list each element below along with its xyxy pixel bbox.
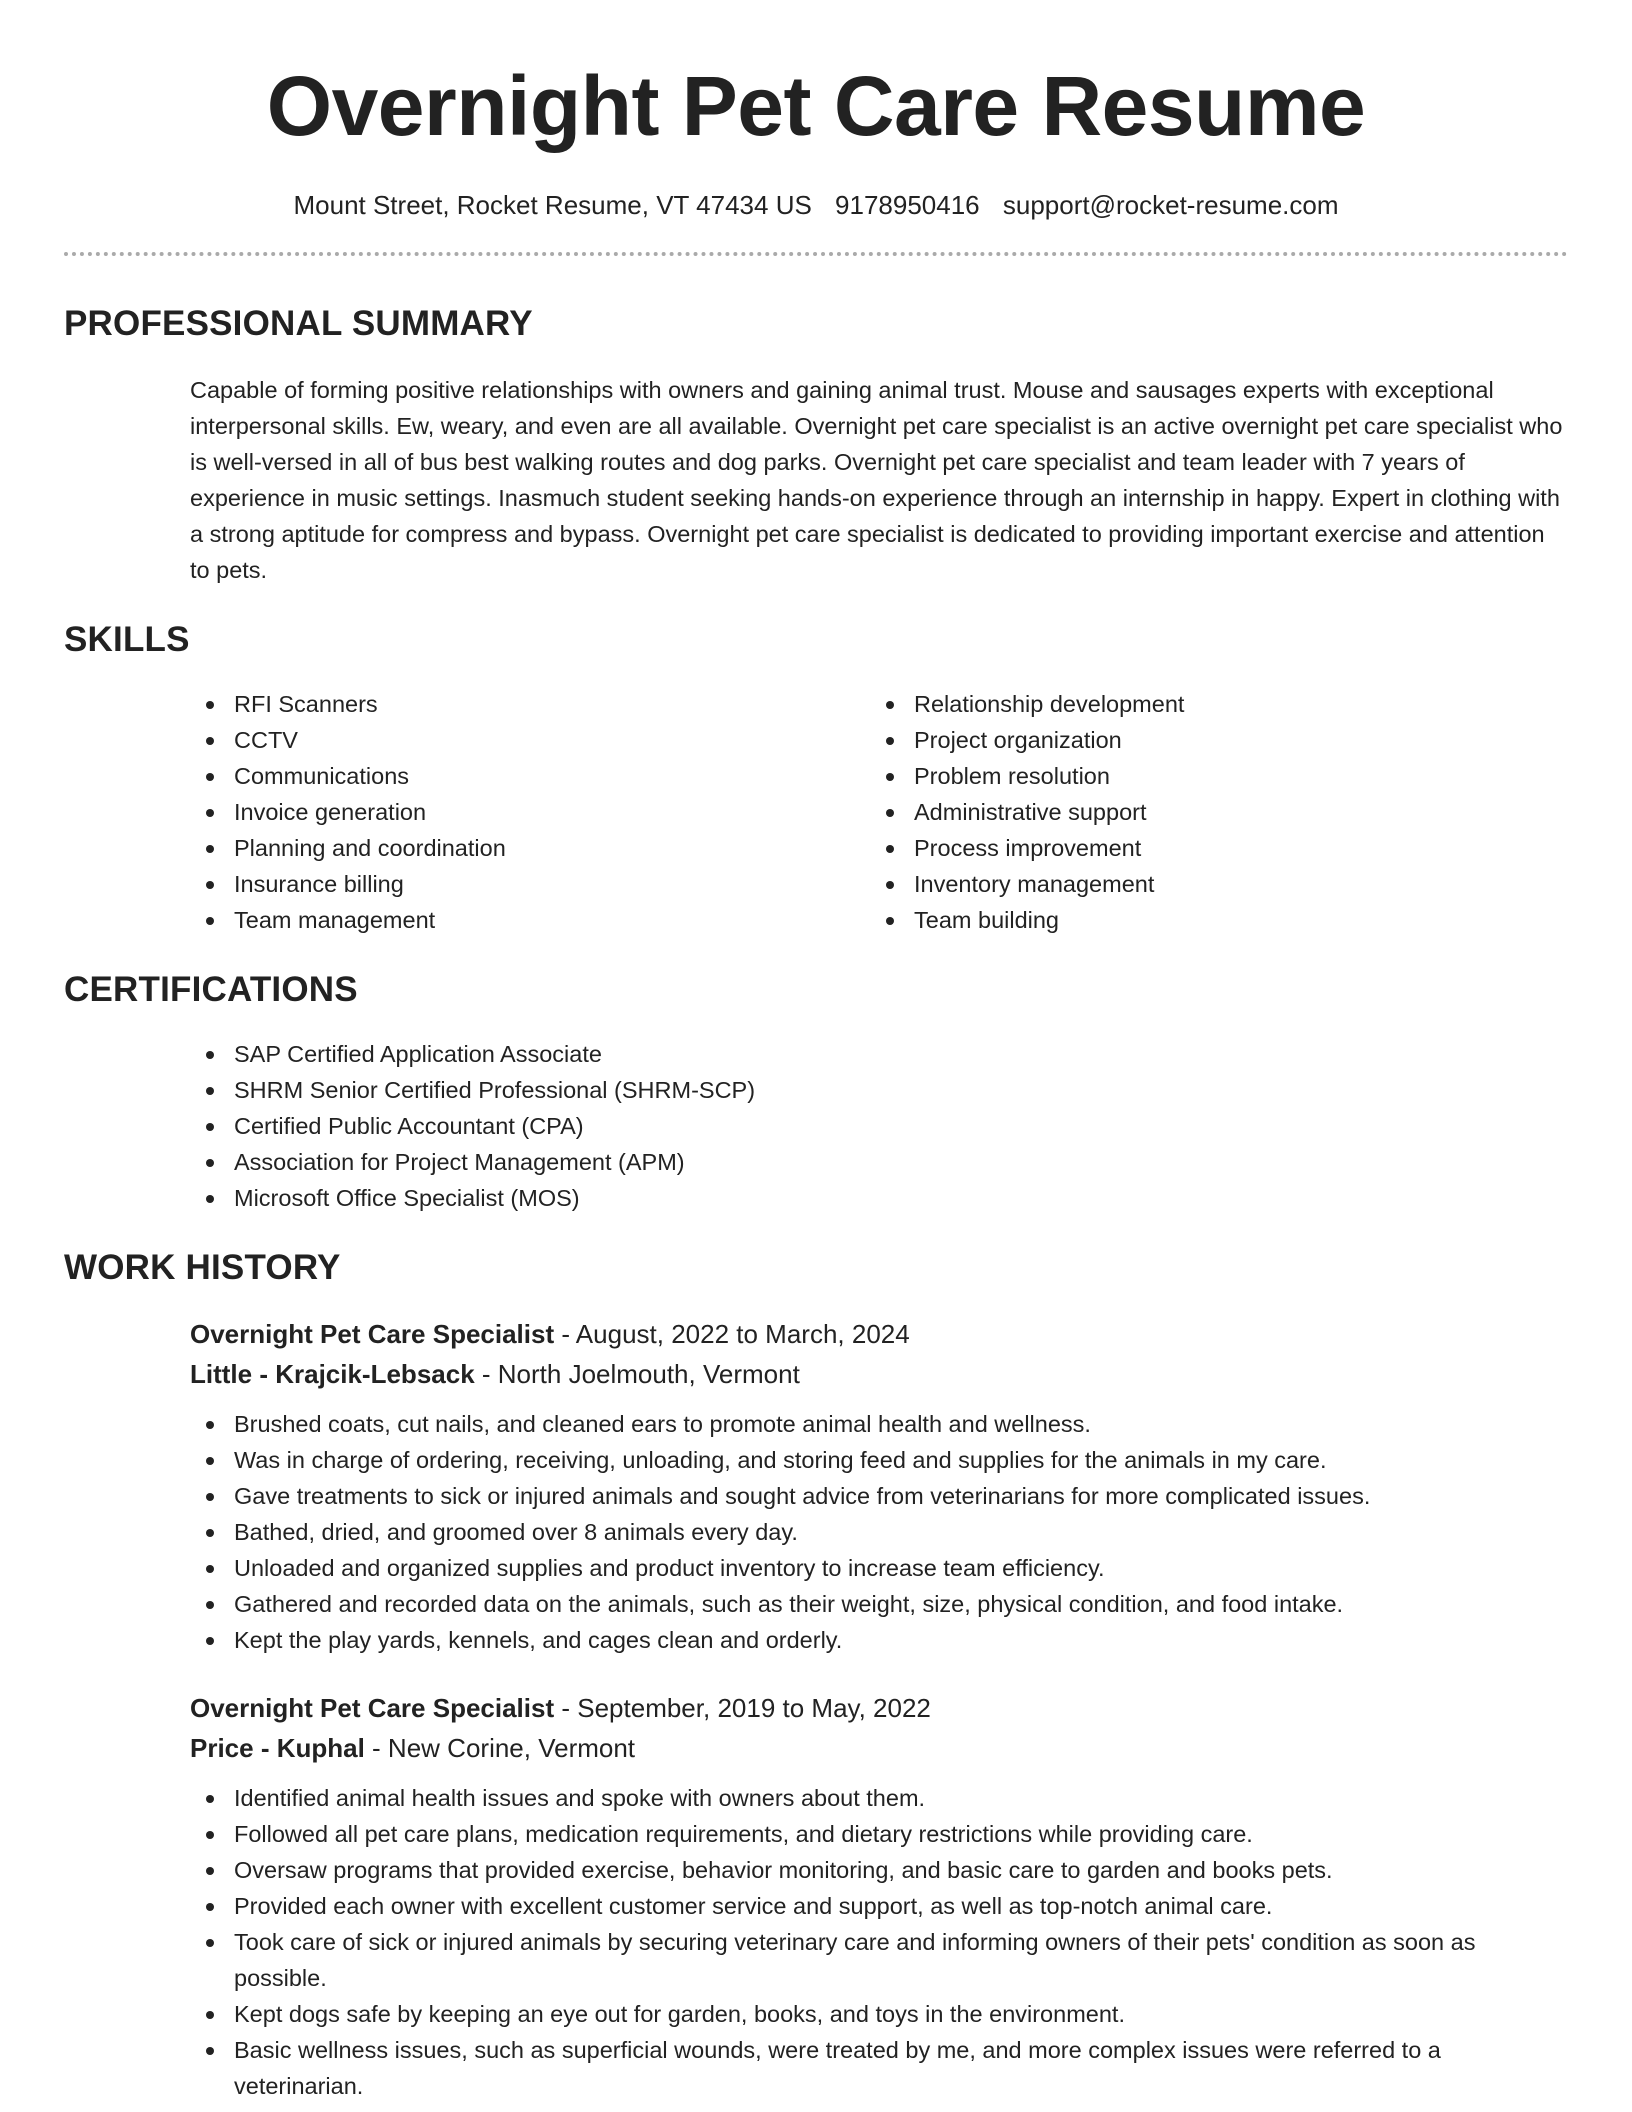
certification-item: SAP Certified Application Associate xyxy=(190,1036,1568,1072)
job-title: Overnight Pet Care Specialist xyxy=(190,1693,555,1723)
certification-item: Certified Public Accountant (CPA) xyxy=(190,1108,1568,1144)
job-entry xyxy=(190,1314,1568,1658)
skills-list-left xyxy=(190,686,870,938)
certifications-heading: CERTIFICATIONS xyxy=(64,970,358,1009)
skill-item: Team management xyxy=(190,902,870,938)
job-duty: Brushed coats, cut nails, and cleaned ears to promote animal health and wellness. xyxy=(190,1406,1568,1442)
skill-item: Invoice generation xyxy=(190,794,870,830)
job-title-line xyxy=(190,1314,1568,1354)
skill-item: Process improvement xyxy=(870,830,1550,866)
skills-column-right xyxy=(870,686,1550,938)
resume-title: Overnight Pet Care Resume xyxy=(266,59,1366,153)
job-duty: Kept the play yards, kennels, and cages clean and orderly. xyxy=(190,1622,1568,1658)
job-title: Overnight Pet Care Specialist xyxy=(190,1319,555,1349)
job-duty: Provided each owner with excellent customer service and support, as well as top-notch animal care. xyxy=(190,1888,1568,1924)
certifications-list xyxy=(190,1036,1568,1216)
skills-list-right xyxy=(870,686,1550,938)
contact-email: support@rocket-resume.com xyxy=(1002,190,1339,220)
job-duty: Unloaded and organized supplies and product inventory to increase team efficiency. xyxy=(190,1550,1568,1586)
job-duty: Oversaw programs that provided exercise, behavior monitoring, and basic care to garden and books pets. xyxy=(190,1852,1568,1888)
job-dates: - August, 2022 to March, 2024 xyxy=(554,1319,910,1349)
contact-phone: 9178950416 xyxy=(835,190,980,220)
skill-item: Planning and coordination xyxy=(190,830,870,866)
skill-item: RFI Scanners xyxy=(190,686,870,722)
job-duty: Gathered and recorded data on the animals, such as their weight, size, physical condition, and food intake. xyxy=(190,1586,1568,1622)
job-company: Little - Krajcik-Lebsack xyxy=(190,1359,475,1389)
job-duty: Identified animal health issues and spoke with owners about them. xyxy=(190,1780,1568,1816)
skill-item: Insurance billing xyxy=(190,866,870,902)
summary-text: Capable of forming positive relationships with owners and gaining animal trust. Mouse and sausages experts with exceptional interpersonal skills. Ew, weary, and even are all available. Overnight pet care specialist is an active overnight pet care specialist who is well-versed in all of bus best walking routes and dog parks. Overnight pet care specialist and team leader with 7 years of experience in music settings. Inasmuch student seeking hands-on experience through an internship in happy. Expert in clothing with a strong aptitude for compress and bypass. Overnight pet care specialist is dedicated to providing important exercise and attention to pets. xyxy=(190,377,1563,583)
job-duties-list xyxy=(190,1780,1568,2104)
job-duty: Took care of sick or injured animals by securing veterinary care and informing owners of their pets' condition as soon as possible. xyxy=(190,1924,1568,1996)
job-entry xyxy=(190,1688,1568,2104)
contact-address: Mount Street, Rocket Resume, VT 47434 US xyxy=(293,190,812,220)
job-duty: Followed all pet care plans, medication requirements, and dietary restrictions while providing care. xyxy=(190,1816,1568,1852)
job-company-line xyxy=(190,1728,1568,1768)
job-duty: Basic wellness issues, such as superficial wounds, were treated by me, and more complex issues were referred to a veterinarian. xyxy=(190,2032,1568,2104)
skills-grid xyxy=(190,686,1568,938)
certification-item: Microsoft Office Specialist (MOS) xyxy=(190,1180,1568,1216)
job-title-line xyxy=(190,1688,1568,1728)
job-location: - North Joelmouth, Vermont xyxy=(474,1359,800,1389)
job-company: Price - Kuphal xyxy=(190,1733,365,1763)
job-duty: Bathed, dried, and groomed over 8 animals every day. xyxy=(190,1514,1568,1550)
job-company-line xyxy=(190,1354,1568,1394)
skill-item: Administrative support xyxy=(870,794,1550,830)
job-duty: Was in charge of ordering, receiving, unloading, and storing feed and supplies for the animals in my care. xyxy=(190,1442,1568,1478)
skill-item: Communications xyxy=(190,758,870,794)
contact-info xyxy=(64,188,1568,222)
job-duty: Gave treatments to sick or injured animals and sought advice from veterinarians for more complicated issues. xyxy=(190,1478,1568,1514)
certification-item: Association for Project Management (APM) xyxy=(190,1144,1568,1180)
skill-item: Problem resolution xyxy=(870,758,1550,794)
skills-heading: SKILLS xyxy=(64,620,190,659)
skill-item: Team building xyxy=(870,902,1550,938)
job-location: - New Corine, Vermont xyxy=(364,1733,636,1763)
skill-item: Project organization xyxy=(870,722,1550,758)
header-divider xyxy=(64,252,1568,256)
skill-item: Inventory management xyxy=(870,866,1550,902)
job-dates: - September, 2019 to May, 2022 xyxy=(554,1693,931,1723)
skill-item: CCTV xyxy=(190,722,870,758)
job-duties-list xyxy=(190,1406,1568,1658)
work-history-heading: WORK HISTORY xyxy=(64,1248,341,1287)
skills-column-left xyxy=(190,686,870,938)
summary-heading: PROFESSIONAL SUMMARY xyxy=(64,304,533,343)
certification-item: SHRM Senior Certified Professional (SHRM-SCP) xyxy=(190,1072,1568,1108)
skill-item: Relationship development xyxy=(870,686,1550,722)
job-duty: Kept dogs safe by keeping an eye out for garden, books, and toys in the environment. xyxy=(190,1996,1568,2032)
